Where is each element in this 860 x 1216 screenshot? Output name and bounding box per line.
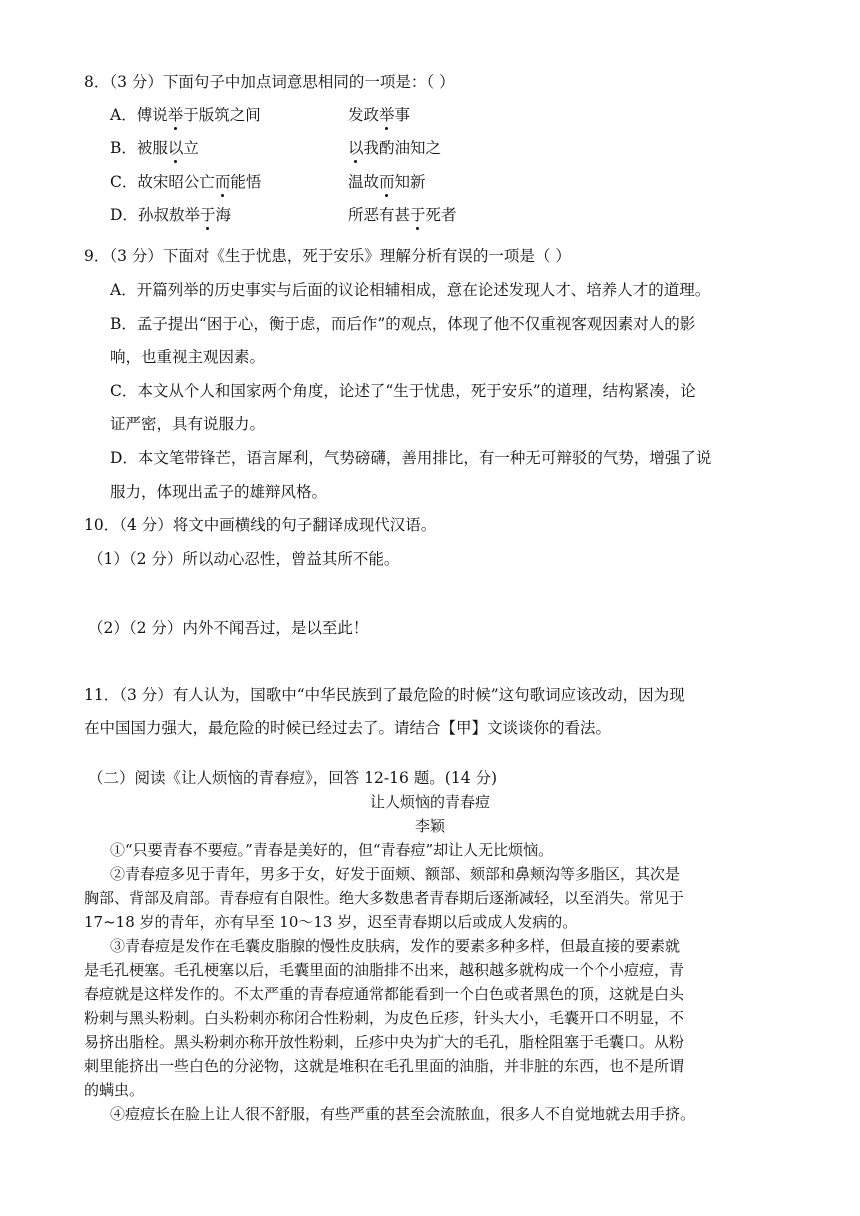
- article-line: ④痘痘长在脸上让人很不舒服，有些严重的甚至会流脓血，很多人不自觉地就去用手挤。: [110, 1105, 696, 1123]
- q8-option-c-right: 温故而知新: [348, 173, 426, 191]
- q9-line: C．本文从个人和国家两个角度，论述了“生于忧患，死于安乐”的道理，结构紧凑，论: [110, 382, 696, 400]
- emphasis-dot-char: 于: [410, 206, 426, 224]
- q9-line: 证严密，具有说服力。: [110, 415, 266, 433]
- emphasis-dot-char: 举: [379, 106, 395, 124]
- emphasis-dot-char: 而: [379, 173, 395, 191]
- q8-option-b-left: B．被服以立: [110, 139, 199, 157]
- emphasis-dot-char: 以: [167, 139, 184, 157]
- q8-option-c-left: C．故宋昭公亡而能悟: [110, 173, 262, 191]
- emphasis-dot-char: 举: [167, 106, 184, 124]
- q11-line: 在中国国力强大，最危险的时候已经过去了。请结合【甲】文谈谈你的看法。: [84, 719, 612, 737]
- q8-stem: 8．（3 分）下面句子中加点词意思相同的一项是：（ ）: [84, 73, 455, 91]
- q10-sub2: （2）（2 分）内外不闻吾过，是以至此！: [88, 619, 369, 637]
- q8-option-b-right: 以我酌油知之: [348, 139, 442, 157]
- q9-line: 响，也重视主观因素。: [110, 348, 266, 366]
- q9-stem: 9．（3 分）下面对《生于忧患，死于安乐》理解分析有误的一项是（ ）: [84, 247, 571, 265]
- article-line: 刺里能挤出一些白色的分泌物，这就是堆积在毛孔里面的油脂，并非脏的东西，也不是所谓: [84, 1057, 685, 1075]
- q10-sub1: （1）（2 分）所以动心忍性，曾益其所不能。: [88, 550, 400, 568]
- emphasis-dot-char: 而: [214, 173, 231, 191]
- emphasis-dot-char: 于: [199, 206, 216, 224]
- article-line: 的螨虫。: [84, 1081, 145, 1099]
- article-author: 李颖: [414, 817, 445, 835]
- q8-option-d-right: 所恶有甚于死者: [348, 206, 457, 224]
- article-line: 春痘就是这样发作的。不太严重的青春痘通常都能看到一个白色或者黑色的顶，这就是白头: [84, 985, 685, 1003]
- article-line: 粉刺与黑头粉刺。白头粉刺亦称闭合性粉刺，为皮色丘疹，针头大小，毛囊开口不明显，不: [84, 1009, 685, 1027]
- emphasis-dot-char: 以: [348, 139, 364, 157]
- article-line: 胸部、背部及肩部。青春痘有自限性。绝大多数患者青春期后逐渐减轻，以至消失。常见于: [84, 889, 685, 907]
- article-line: 易挤出脂栓。黑头粉刺亦称开放性粉刺，丘疹中央为扩大的毛孔，脂栓阻塞于毛囊口。从粉: [84, 1033, 685, 1051]
- article-title: 让人烦恼的青春痘: [369, 793, 490, 811]
- article-line: 17~18 岁的青年，亦有早至 10～13 岁，迟至青春期以后或成人发病的。: [84, 913, 578, 931]
- q8-option-a-left: A．傅说举于版筑之间: [110, 106, 261, 124]
- q8-option-d-left: D．孙叔敖举于海: [110, 206, 231, 224]
- q8-option-a-right: 发政举事: [348, 106, 411, 124]
- q11-line: 11．（3 分）有人认为，国歌中“中华民族到了最危险的时候”这句歌词应该改动，因为现: [84, 686, 685, 704]
- q9-line: 服力，体现出孟子的雄辩风格。: [110, 483, 328, 501]
- article-line: ③青春痘是发作在毛囊皮脂腺的慢性皮肤病，发作的要素多种多样，但最直接的要素就: [110, 937, 681, 955]
- section-heading: （二）阅读《让人烦恼的青春痘》，回答 12-16 题。(14 分): [88, 769, 498, 787]
- article-line: ②青春痘多见于青年，男多于女，好发于面颊、额部、颏部和鼻颊沟等多脂区，其次是: [110, 865, 681, 883]
- q9-line: D．本文笔带锋芒，语言犀利，气势磅礴，善用排比，有一种无可辩驳的气势，增强了说: [110, 449, 712, 467]
- q9-line: B．孟子提出“困于心，衡于虑，而后作”的观点，体现了他不仅重视客观因素对人的影: [110, 315, 696, 333]
- q9-line: A．开篇列举的历史事实与后面的议论相辅相成，意在论述发现人才、培养人才的道理。: [110, 281, 711, 299]
- q10-stem: 10．（4 分）将文中画横线的句子翻译成现代汉语。: [84, 516, 437, 534]
- article-line: 是毛孔梗塞。毛孔梗塞以后，毛囊里面的油脂排不出来，越积越多就构成一个个小痘痘，青: [84, 961, 685, 979]
- article-line: ①“只要青春不要痘。”青春是美好的，但“青春痘”却让人无比烦恼。: [110, 841, 554, 859]
